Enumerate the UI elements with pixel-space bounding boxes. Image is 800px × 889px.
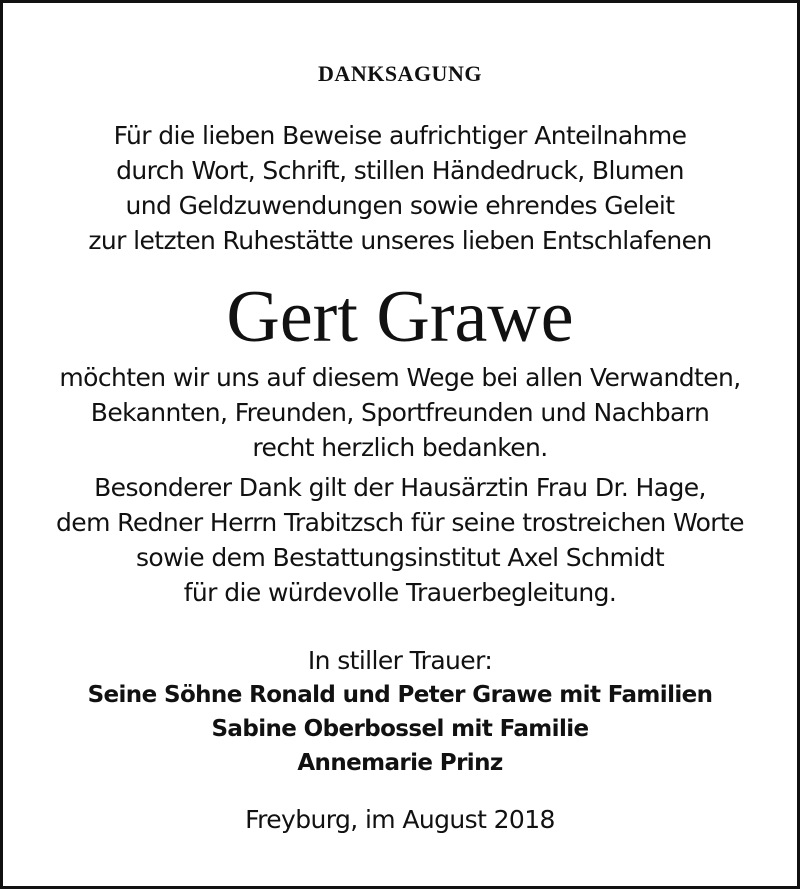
mourner-line: Seine Söhne Ronald und Peter Grawe mit Familien xyxy=(87,682,713,708)
mourning-label: In stiller Trauer: xyxy=(307,646,493,675)
thanks-paragraph xyxy=(3,360,797,465)
mourner-line: Annemarie Prinz xyxy=(297,750,503,776)
special-thanks-line: Besonderer Dank gilt der Hausärztin Frau Dr. Hage, xyxy=(94,473,706,502)
mourners-list xyxy=(3,678,797,780)
place-date: Freyburg, im August 2018 xyxy=(245,805,555,834)
special-thanks-line: dem Redner Herrn Trabitzsch für seine trostreichen Worte xyxy=(56,508,744,537)
thanks-line: Bekannten, Freunden, Sportfreunden und Nachbarn xyxy=(90,398,710,427)
special-thanks-line: für die würdevolle Trauerbegleitung. xyxy=(183,578,617,607)
mourner-line: Sabine Oberbossel mit Familie xyxy=(211,716,589,742)
intro-line: durch Wort, Schrift, stillen Händedruck, Blumen xyxy=(116,156,684,185)
intro-line: zur letzten Ruhestätte unseres lieben Entschlafenen xyxy=(88,226,712,255)
special-thanks-line: sowie dem Bestattungsinstitut Axel Schmidt xyxy=(135,543,665,572)
intro-line: Für die lieben Beweise aufrichtiger Anteilnahme xyxy=(113,121,687,150)
thanks-line: möchten wir uns auf diesem Wege bei allen Verwandten, xyxy=(59,363,741,392)
deceased-name: Gert Grawe xyxy=(226,276,574,358)
intro-line: und Geldzuwendungen sowie ehrendes Geleit xyxy=(125,191,675,220)
special-thanks-paragraph xyxy=(3,470,797,610)
intro-paragraph xyxy=(3,118,797,258)
notice-heading: DANKSAGUNG xyxy=(318,61,482,86)
thanks-line: recht herzlich bedanken. xyxy=(252,433,548,462)
